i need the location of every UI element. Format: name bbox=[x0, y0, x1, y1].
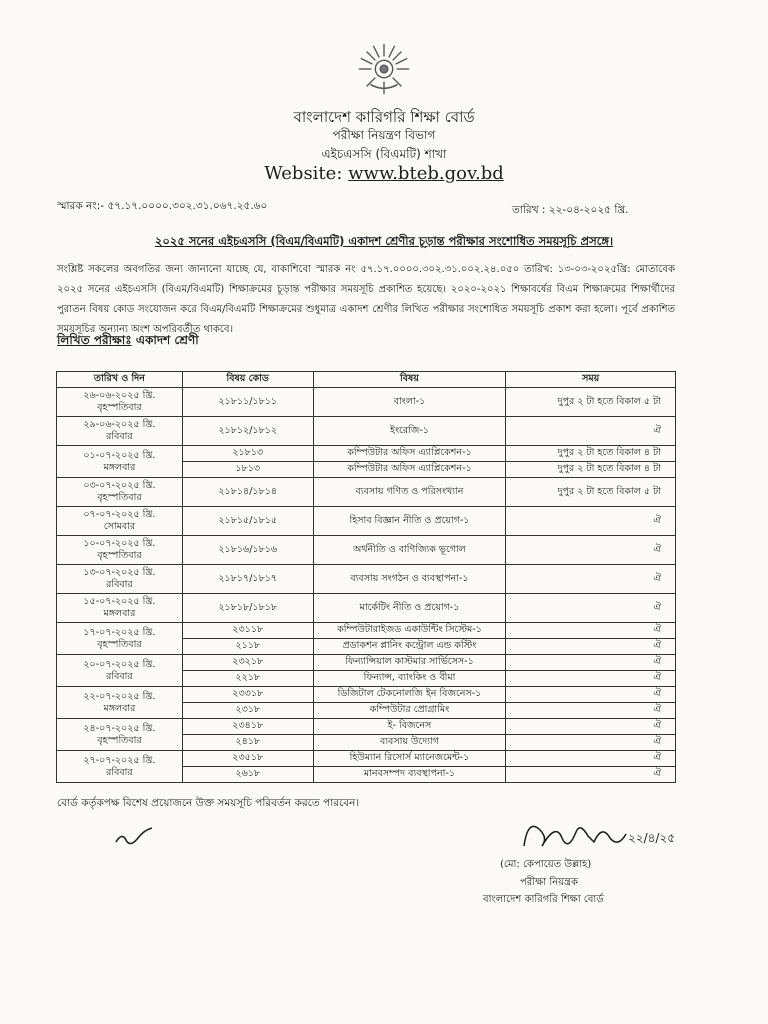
table-row bbox=[57, 594, 676, 623]
time-cell: ঐ bbox=[506, 623, 676, 639]
signature-date: ২২/৪/২৫ bbox=[628, 831, 676, 845]
day-text: বৃহস্পতিবার bbox=[97, 402, 142, 413]
website-label: Website: bbox=[264, 163, 343, 184]
code-cell: ২৬১৮ bbox=[182, 767, 313, 783]
website-link[interactable]: www.bteb.gov.bd bbox=[348, 163, 504, 184]
signatory-org: বাংলাদেশ কারিগরি শিক্ষা বোর্ড bbox=[483, 894, 604, 905]
time-cell: ঐ bbox=[506, 719, 676, 735]
table-row bbox=[57, 536, 676, 565]
date-day-cell bbox=[57, 478, 183, 507]
subject-cell: মার্কেটিং নীতি ও প্রয়োগ-১ bbox=[313, 594, 506, 623]
subject-cell: বাংলা-১ bbox=[313, 388, 506, 417]
table-row bbox=[57, 751, 676, 767]
date-text: ০১-০৭-২০২৫ খ্রি. bbox=[83, 449, 156, 461]
memo-date: তারিখ : ২২-০৪-২০২৫ খ্রি. bbox=[512, 204, 629, 216]
time-cell: ঐ bbox=[506, 639, 676, 655]
day-text: রবিবার bbox=[106, 431, 133, 442]
subject-cell: হিসাব বিজ্ঞান নীতি ও প্রয়োগ-১ bbox=[313, 507, 506, 536]
day-text: মঙ্গলবার bbox=[103, 702, 136, 714]
date-text: ১৩-০৭-২০২৫ খ্রি. bbox=[83, 567, 156, 578]
branch-name: এইচএসসি (বিএমটি) শাখা bbox=[321, 147, 447, 161]
subject-cell: ডিজিটাল টেকনোলজি ইন বিজনেস-১ bbox=[313, 687, 506, 703]
time-cell: দুপুর ২ টা হতে বিকাল ৫ টা bbox=[506, 388, 676, 417]
date-text: ২৬-০৬-২০২৫ খ্রি. bbox=[83, 390, 156, 401]
time-cell: ঐ bbox=[506, 655, 676, 671]
time-cell: ঐ bbox=[506, 735, 676, 751]
subject-cell: হিউম্যান রিসোর্স ম্যানেজমেন্ট-১ bbox=[313, 751, 506, 767]
time-cell: ঐ bbox=[506, 687, 676, 703]
date-day-cell bbox=[57, 536, 183, 565]
day-text: মঙ্গলবার bbox=[103, 608, 136, 619]
time-cell: দুপুর ২ টা হতে বিকাল ৪ টা bbox=[506, 462, 676, 478]
memo-ref: স্মারক নং:- ৫৭.১৭.০০০০.৩০২.৩১.০৬৭.২৫.৬০ bbox=[57, 200, 268, 212]
code-cell: ২৩২১৮ bbox=[182, 655, 313, 671]
initial-mark-icon bbox=[112, 820, 162, 850]
table-row bbox=[57, 719, 676, 735]
time-cell: ঐ bbox=[506, 594, 676, 623]
time-cell: দুপুর ২ টা হতে বিকাল ৫ টা bbox=[506, 478, 676, 507]
table-row bbox=[57, 417, 676, 446]
footnote: বোর্ড কর্তৃকপক্ষ বিশেষ প্রয়োজনে উক্ত সময়সূচি পরিবর্তন করতে পারবেন। bbox=[57, 797, 360, 809]
date-text: ২৭-০৭-২০২৫ খ্রি. bbox=[83, 754, 156, 766]
code-cell: ২১১৮ bbox=[182, 639, 313, 655]
table-row bbox=[57, 388, 676, 417]
table-row bbox=[57, 623, 676, 639]
code-cell: ১৮১৩ bbox=[182, 462, 313, 478]
code-cell: ২১৮১৮/১৮১৮ bbox=[182, 594, 313, 623]
body-paragraph: সংশ্লিষ্ট সকলের অবগতির জন্য জানানো যাচ্ছে যে, বাকাশিবো স্মারক নং ৫৭.১৭.০০০০.৩০২.৩১.০০২.২৪.০৫০ তারিখ: ১৩-০৩-২০২৫খ্রি: মোতাবেক ২০২৫ সনের এইচএসসি (বিএম/বিএমটি) শিক্ষাক্রমের চূড়ান্ত পরীক্ষার সময়সূচি প্রকাশিত হয়েছে। ২০২০-২০২১ শিক্ষাবর্ষের বিএম শিক্ষাক্রমের শিক্ষার্থীদের পুরাতন বিষয় কোড সংযোজন করে বিএম/বিএমটি শিক্ষাক্রমের শুধুমাত্র একাদশ শ্রেণীর লিখিত পরীক্ষার সংশোধিত সময়সূচি প্রকাশ করা হলো। পূর্বে প্রকাশিত সময়সূচির অন্যান্য অংশ অপরিবর্তীত থাকবে। bbox=[57, 264, 675, 335]
section-value: একাদশ শ্রেণী bbox=[135, 333, 199, 347]
code-cell: ২২১৮ bbox=[182, 671, 313, 687]
subject-cell: ব্যবসায় সংগঠন ও ব্যবস্থাপনা-১ bbox=[313, 565, 506, 594]
board-name: বাংলাদেশ কারিগরি শিক্ষা বোর্ড bbox=[293, 108, 475, 126]
day-text: মঙ্গলবার bbox=[103, 461, 136, 473]
website-line bbox=[0, 163, 768, 184]
schedule-body bbox=[57, 388, 676, 783]
signatory-name: (মো: কেপায়েত উল্লাহ) bbox=[500, 859, 592, 870]
day-text: বৃহস্পতিবার bbox=[97, 734, 142, 746]
table-row bbox=[57, 478, 676, 507]
code-cell: ২১৮১১/১৮১১ bbox=[182, 388, 313, 417]
signatory-title: পরীক্ষা নিয়ন্ত্রক bbox=[520, 877, 578, 888]
subject-line: ২০২৫ সনের এইচএসসি (বিএম/বিএমটি) একাদশ শ্রেণীর চূড়ান্ত পরীক্ষার সংশোধিত সময়সূচি প্রসঙ্গে। bbox=[154, 234, 614, 248]
table-row bbox=[57, 507, 676, 536]
subject-cell: প্রডাকশন প্লানিং কন্ট্রোল এন্ড কস্টিং bbox=[313, 639, 506, 655]
day-text: বৃহস্পতিবার bbox=[97, 550, 142, 561]
code-cell: ২১৮১২/১৮১২ bbox=[182, 417, 313, 446]
code-cell: ২১৮১৬/১৮১৬ bbox=[182, 536, 313, 565]
code-cell: ২১৮১৭/১৮১৭ bbox=[182, 565, 313, 594]
date-day-cell bbox=[57, 751, 183, 783]
code-cell: ২৩৫১৮ bbox=[182, 751, 313, 767]
date-day-cell bbox=[57, 594, 183, 623]
table-row bbox=[57, 446, 676, 462]
section-title bbox=[57, 332, 199, 352]
date-text: ২৯-০৬-২০২৫ খ্রি. bbox=[83, 419, 156, 430]
section-label: লিখিত পরীক্ষাঃ bbox=[57, 333, 132, 347]
time-cell: ঐ bbox=[506, 703, 676, 719]
time-cell: ঐ bbox=[506, 536, 676, 565]
day-text: সোমবার bbox=[103, 521, 136, 532]
day-text: বৃহস্পতিবার bbox=[97, 638, 142, 650]
date-text: ২০-০৭-২০২৫ খ্রি. bbox=[83, 658, 156, 670]
date-day-cell bbox=[57, 565, 183, 594]
department-name: পরীক্ষা নিয়ন্ত্রণ বিভাগ bbox=[332, 128, 436, 142]
code-cell: ২৩৪১৮ bbox=[182, 719, 313, 735]
code-cell: ২৩১১৮ bbox=[182, 623, 313, 639]
subject-cell: ই- বিজনেস bbox=[313, 719, 506, 735]
time-cell: ঐ bbox=[506, 417, 676, 446]
code-cell: ২৪১৮ bbox=[182, 735, 313, 751]
date-day-cell bbox=[57, 623, 183, 655]
date-text: ১৭-০৭-২০২৫ খ্রি. bbox=[83, 626, 156, 638]
schedule-table bbox=[56, 371, 676, 783]
day-text: রবিবার bbox=[106, 670, 133, 682]
day-text: রবিবার bbox=[106, 579, 133, 590]
table-row bbox=[57, 687, 676, 703]
subject-cell: কম্পিউটার অফিস এ্যাপ্লিকেশন-১ bbox=[313, 462, 506, 478]
subject-cell: ইংরেজি-১ bbox=[313, 417, 506, 446]
date-text: ০৩-০৭-২০২৫ খ্রি. bbox=[83, 480, 156, 491]
table-row bbox=[57, 655, 676, 671]
subject-cell: কম্পিউটারাইজড একাউন্টিং সিস্টেম-১ bbox=[313, 623, 506, 639]
header-date: তারিখ ও দিন bbox=[57, 372, 183, 388]
time-cell: ঐ bbox=[506, 767, 676, 783]
time-cell: ঐ bbox=[506, 671, 676, 687]
code-cell: ২৩১৮ bbox=[182, 703, 313, 719]
header-time: সময় bbox=[506, 372, 676, 388]
date-text: ১৫-০৭-২০২৫ খ্রি. bbox=[83, 596, 156, 607]
table-row bbox=[57, 565, 676, 594]
time-cell: দুপুর ২ টা হতে বিকাল ৪ টা bbox=[506, 446, 676, 462]
date-day-cell bbox=[57, 417, 183, 446]
subject-cell: ব্যবসায় গণিত ও পরিসংখ্যান bbox=[313, 478, 506, 507]
date-day-cell bbox=[57, 507, 183, 536]
subject-cell: ফিন্যান্স, ব্যাংকিং ও বীমা bbox=[313, 671, 506, 687]
subject-cell: ফিন্যান্সিয়াল কাস্টমার সার্ভিসেস-১ bbox=[313, 655, 506, 671]
date-text: ২২-০৭-২০২৫ খ্রি. bbox=[83, 690, 156, 702]
header-subject: বিষয় bbox=[313, 372, 506, 388]
table-header-row bbox=[57, 372, 676, 388]
code-cell: ২১৮১৩ bbox=[182, 446, 313, 462]
code-cell: ২১৮১৫/১৮১৫ bbox=[182, 507, 313, 536]
date-day-cell bbox=[57, 687, 183, 719]
date-text: ০৭-০৭-২০২৫ খ্রি. bbox=[83, 509, 156, 520]
date-day-cell bbox=[57, 388, 183, 417]
code-cell: ২৩৩১৮ bbox=[182, 687, 313, 703]
time-cell: ঐ bbox=[506, 565, 676, 594]
date-day-cell bbox=[57, 655, 183, 687]
header-code: বিষয় কোড bbox=[182, 372, 313, 388]
date-text: ১০-০৭-২০২৫ খ্রি. bbox=[83, 538, 156, 549]
bteb-emblem-icon bbox=[355, 40, 413, 98]
signature-image bbox=[518, 812, 676, 860]
subject-cell: মানবসম্পদ ব্যবস্থাপনা-১ bbox=[313, 767, 506, 783]
subject-cell: অর্থনীতি ও বাণিজ্যিক ভূগোল bbox=[313, 536, 506, 565]
date-day-cell bbox=[57, 719, 183, 751]
subject-cell: কম্পিউটার প্রোগ্রামিং bbox=[313, 703, 506, 719]
day-text: বৃহস্পতিবার bbox=[97, 492, 142, 503]
subject-cell: ব্যবসায় উদ্যোগ bbox=[313, 735, 506, 751]
day-text: রবিবার bbox=[106, 766, 133, 778]
date-text: ২৪-০৭-২০২৫ খ্রি. bbox=[83, 722, 156, 734]
date-day-cell bbox=[57, 446, 183, 478]
time-cell: ঐ bbox=[506, 751, 676, 767]
code-cell: ২১৮১৪/১৮১৪ bbox=[182, 478, 313, 507]
time-cell: ঐ bbox=[506, 507, 676, 536]
subject-cell: কম্পিউটার অফিস এ্যাপ্লিকেশন-১ bbox=[313, 446, 506, 462]
